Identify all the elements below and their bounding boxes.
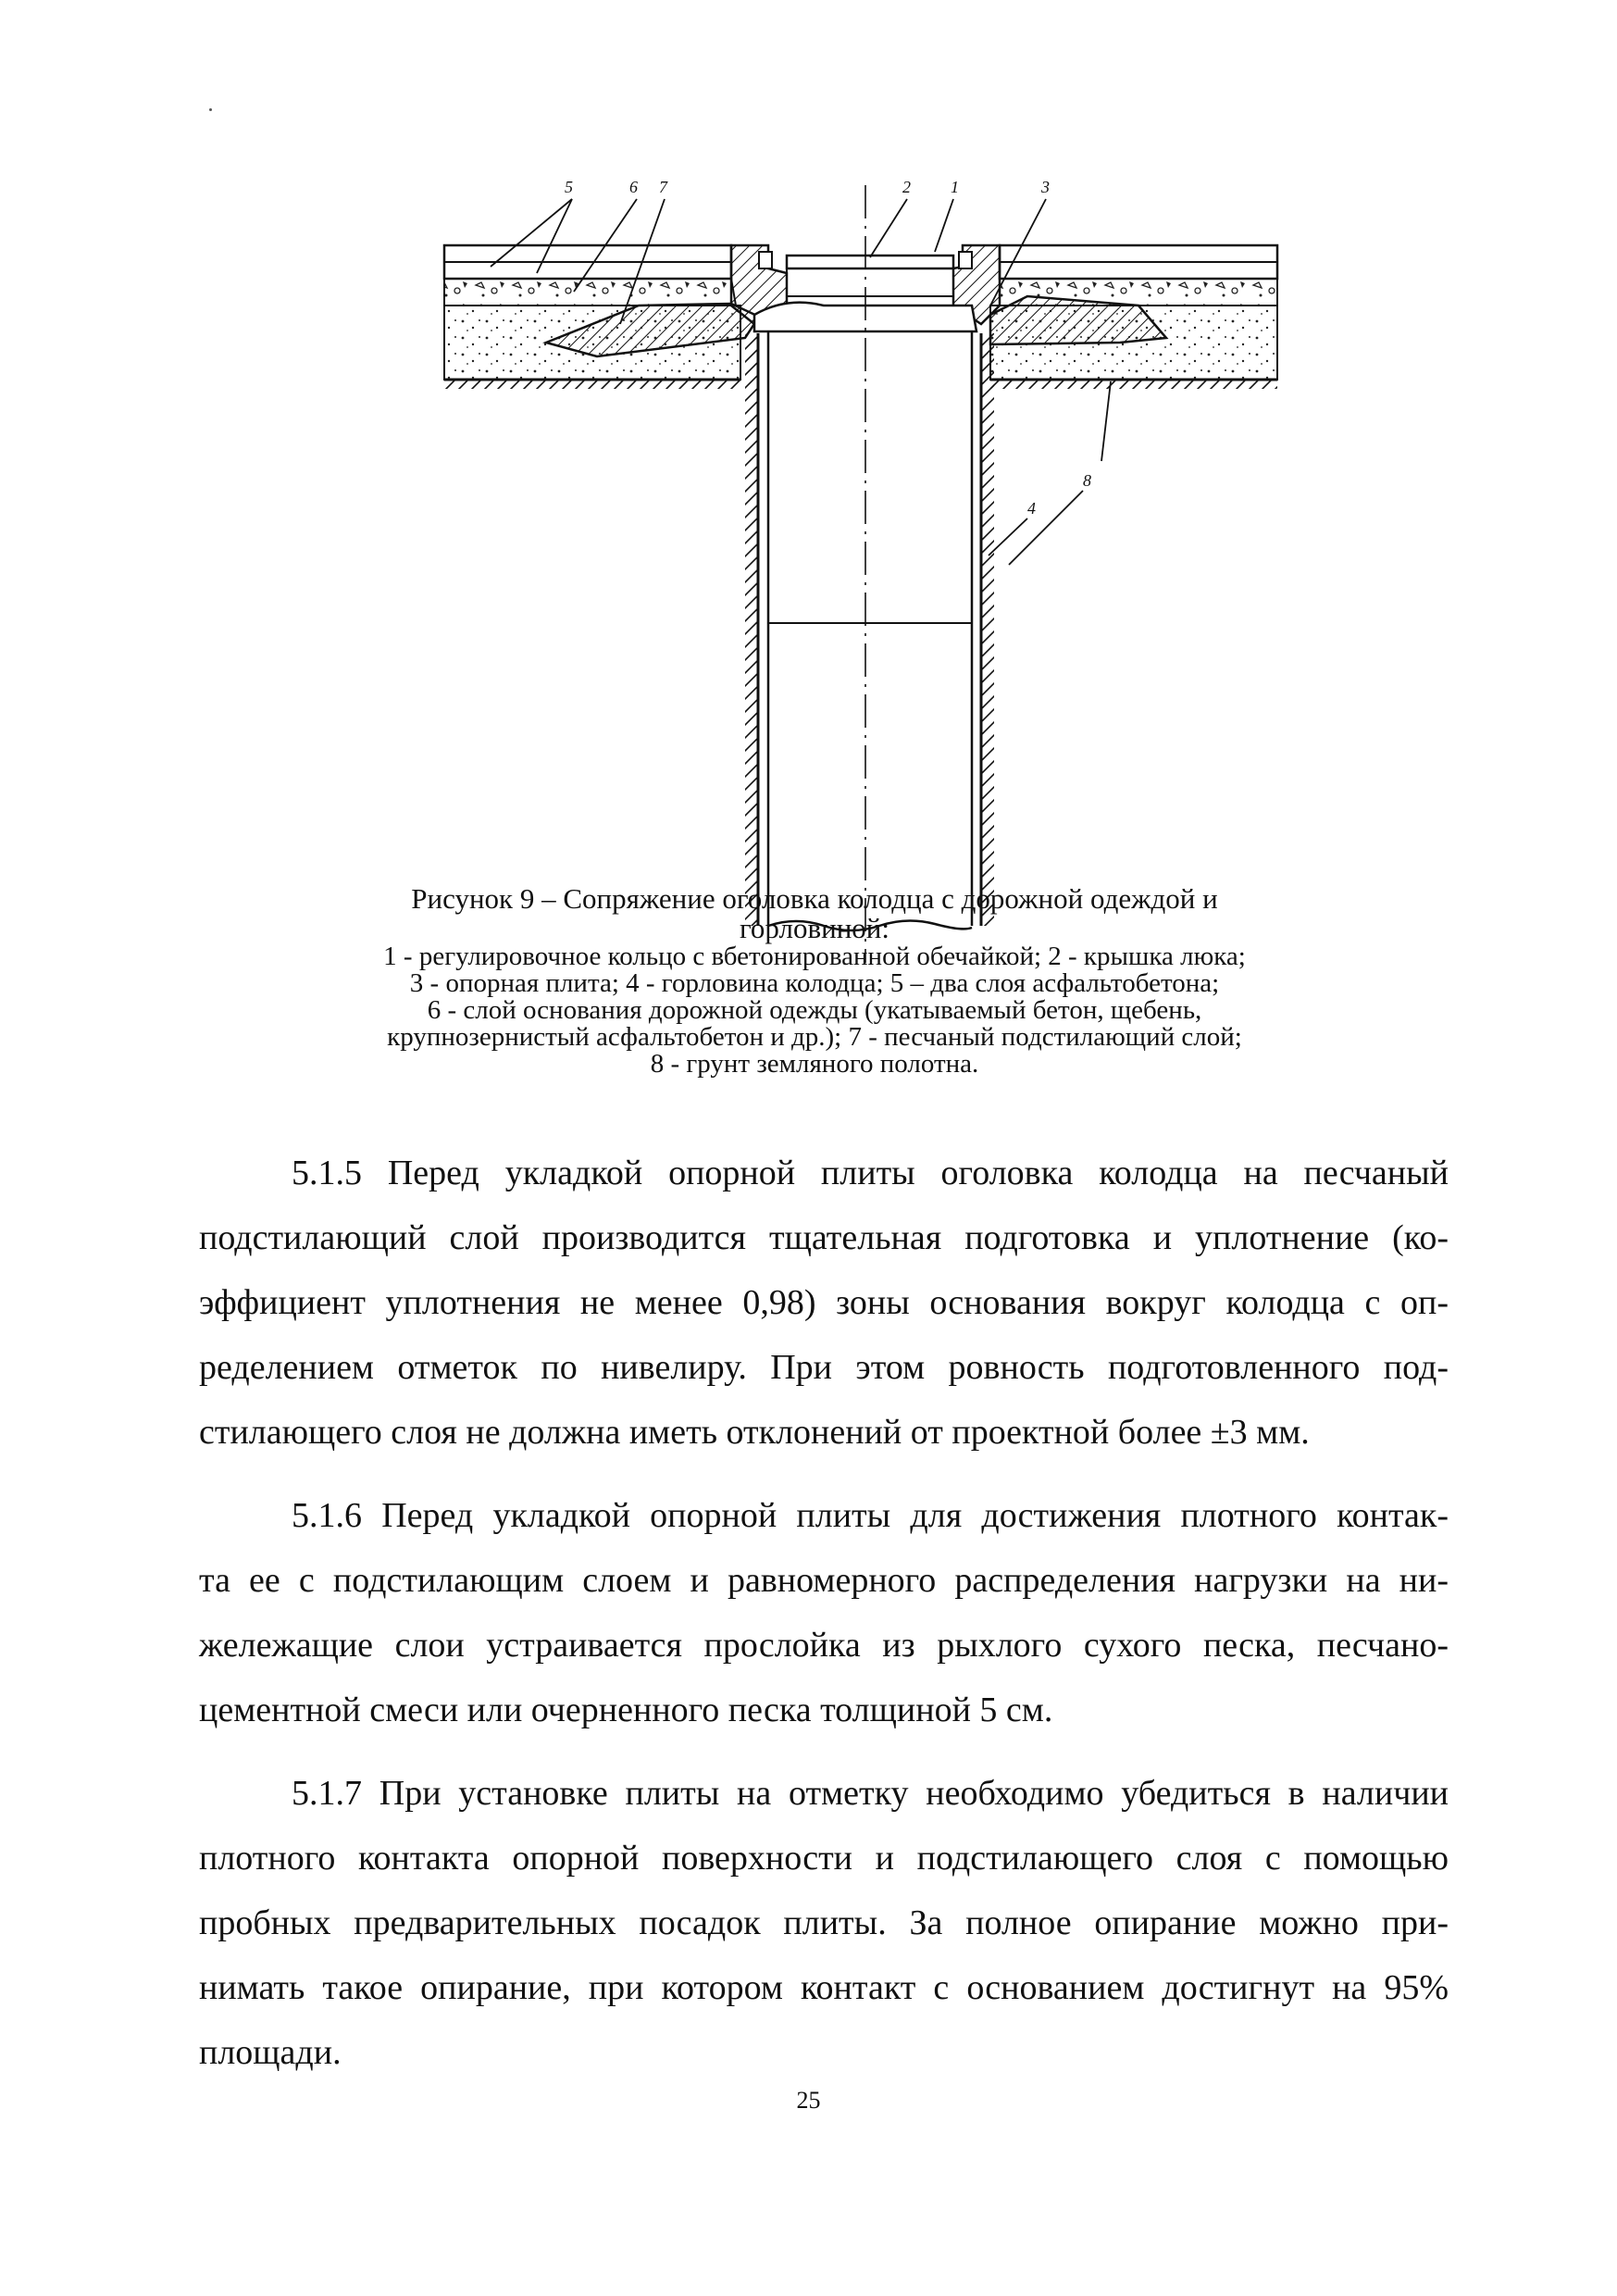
caption-legend-line: 3 - опорная плита; 4 - горловина колодца; 5 – два слоя асфальтобетона; xyxy=(409,968,1220,998)
text-line: пробных предварительных посадок плиты. За полное опирание можно при- xyxy=(199,1903,1449,1942)
callout-6: 6 xyxy=(629,178,638,196)
text-line: ределением отметок по нивелиру. При этом ровность подготовленного под- xyxy=(199,1348,1449,1387)
text-line: 5.1.6 Перед укладкой опорной плиты для достижения плотного контак- xyxy=(292,1496,1449,1535)
caption-legend-line: 1 - регулировочное кольцо с вбетонированной обечайкой; 2 - крышка люка; xyxy=(383,942,1246,971)
callout-5: 5 xyxy=(565,178,573,196)
callout-2: 2 xyxy=(902,178,911,196)
paragraph-5-1-5 xyxy=(199,1141,1449,1465)
text-line: жележащие слои устраивается прослойка из рыхлого сухого песка, песчано- xyxy=(199,1626,1449,1665)
text-line: плотного контакта опорной поверхности и подстилающего слоя с помощью xyxy=(199,1839,1449,1878)
callout-3: 3 xyxy=(1041,178,1050,196)
text-line: нимать такое опирание, при котором контакт с основанием достигнут на 95% xyxy=(199,1968,1449,2007)
paragraph-5-1-6 xyxy=(199,1483,1449,1742)
scan-speck xyxy=(209,108,212,111)
figure-caption xyxy=(333,884,1296,1078)
callout-8: 8 xyxy=(1083,471,1091,490)
page-number: 25 xyxy=(796,2087,821,2114)
text-line: та ее с подстилающим слоем и равномерного распределения нагрузки на ни- xyxy=(199,1561,1449,1600)
caption-legend-line: 6 - слой основания дорожной одежды (укатываемый бетон, щебень, xyxy=(427,995,1202,1025)
text-line: цементной смеси или очерненного песка толщиной 5 см. xyxy=(199,1691,1053,1729)
text-line: площади. xyxy=(199,2033,342,2072)
text-line: эффициент уплотнения не менее 0,98) зоны основания вокруг колодца с оп- xyxy=(199,1283,1449,1322)
diagram-svg xyxy=(435,167,1287,963)
caption-title-line-1: Рисунок 9 – Сопряжение оголовка колодца с дорожной одеждой и xyxy=(411,882,1218,915)
text-line: 5.1.7 При установке плиты на отметку необходимо убедиться в наличии xyxy=(292,1774,1449,1813)
manhole-diagram xyxy=(435,167,1287,963)
caption-title-line-2: горловиной: xyxy=(739,912,890,944)
base-layer xyxy=(444,279,1277,306)
text-line: стилающего слоя не должна иметь отклонений от проектной более ±3 мм. xyxy=(199,1413,1310,1452)
text-line: подстилающий слой производится тщательная подготовка и уплотнение (ко- xyxy=(199,1218,1449,1257)
caption-legend-line: крупнозернистый асфальтобетон и др.); 7 - песчаный подстилающий слой; xyxy=(387,1022,1242,1052)
text-line: 5.1.5 Перед укладкой опорной плиты оголовка колодца на песчаный xyxy=(292,1154,1449,1192)
callout-4: 4 xyxy=(1027,499,1036,518)
callout-7: 7 xyxy=(659,178,667,196)
body-text xyxy=(199,1141,1449,2103)
caption-legend-line: 8 - грунт земляного полотна. xyxy=(650,1049,979,1079)
paragraph-5-1-7 xyxy=(199,1761,1449,2085)
callout-1: 1 xyxy=(951,178,959,196)
